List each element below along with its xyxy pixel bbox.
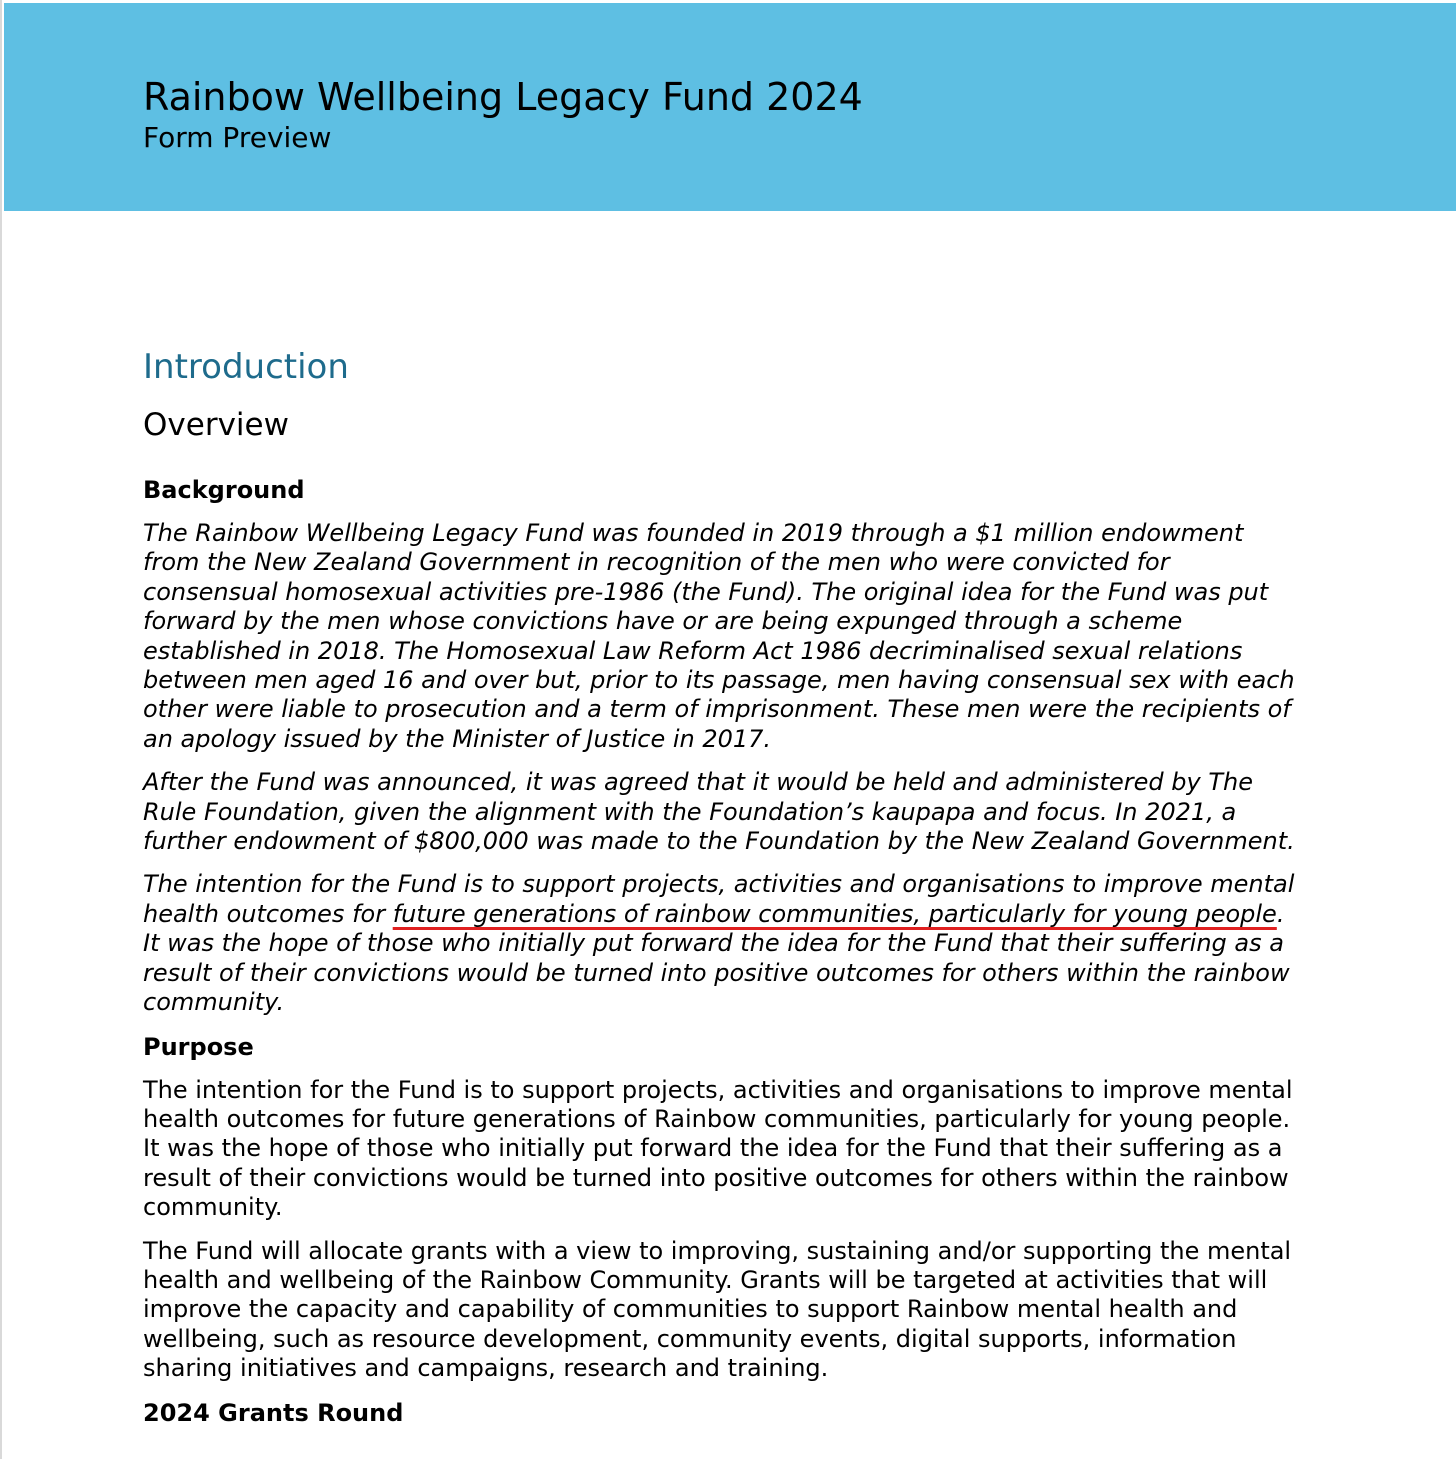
section-title-introduction: Introduction (143, 347, 349, 387)
underlined-highlight: future generations of rainbow communities, particularly for young people (392, 899, 1277, 928)
subsection-title-overview: Overview (143, 407, 289, 443)
page-subtitle: Form Preview (143, 121, 332, 154)
purpose-paragraph-2: The Fund will allocate grants with a view to improving, sustaining and/or supporting the mental health and wellbeing of the Rainbow Community. Grants will be targeted at activities that will improve the capacity and capability of communities to support Rainbow mental health and wellbeing, such as resource development, community events, digital supports, information sharing initiatives and campaigns, research and training. (143, 1236, 1292, 1383)
heading-background: Background (143, 476, 305, 504)
heading-2024-grants-round: 2024 Grants Round (143, 1398, 404, 1427)
paragraph-text: The intention for the Fund is to support projects, activities and organisations to improve mental health outcomes for (143, 870, 1295, 928)
background-paragraph-1: The Rainbow Wellbeing Legacy Fund was founded in 2019 through a $1 million endowment from the New Zealand Government in recognition of the men who were convicted for consensual homosexual activities pre-1986 (the Fund). The original idea for the Fund was put forward by the men whose convictions have or are being expunged through a scheme established in 2018. The Homosexual Law Reform Act 1986 decriminalised sexual relations between men aged 16 and over but, prior to its passage, men having consensual sex with each other were liable to prosecution and a term of imprisonment. These men were the recipients of an apology issued by the Minister of Justice in 2017. (143, 519, 1295, 753)
paragraph-text: . It was the hope of those who initially put forward the idea for the Fund that their suffering as a result of their convictions would be turned into positive outcomes for others within the rainbow community. (143, 899, 1290, 1017)
header-banner (4, 3, 1456, 211)
heading-purpose: Purpose (143, 1032, 254, 1061)
purpose-paragraph-1: The intention for the Fund is to support projects, activities and organisations to improve mental health outcomes for future generations of Rainbow communities, particularly for young people. It was the hope of those who initially put forward the idea for the Fund that their suffering as a result of their convictions would be turned into positive outcomes for others within the rainbow community. (143, 1075, 1293, 1222)
page-title: Rainbow Wellbeing Legacy Fund 2024 (143, 75, 863, 119)
background-paragraph-3 (143, 870, 1303, 1017)
form-content (143, 345, 1303, 1428)
background-paragraph-2: After the Fund was announced, it was agreed that it would be held and administered by The Rule Foundation, given the alignment with the Foundation’s kaupapa and focus. In 2021, a further endowment of $800,000 was made to the Foundation by the New Zealand Government. (143, 768, 1295, 856)
